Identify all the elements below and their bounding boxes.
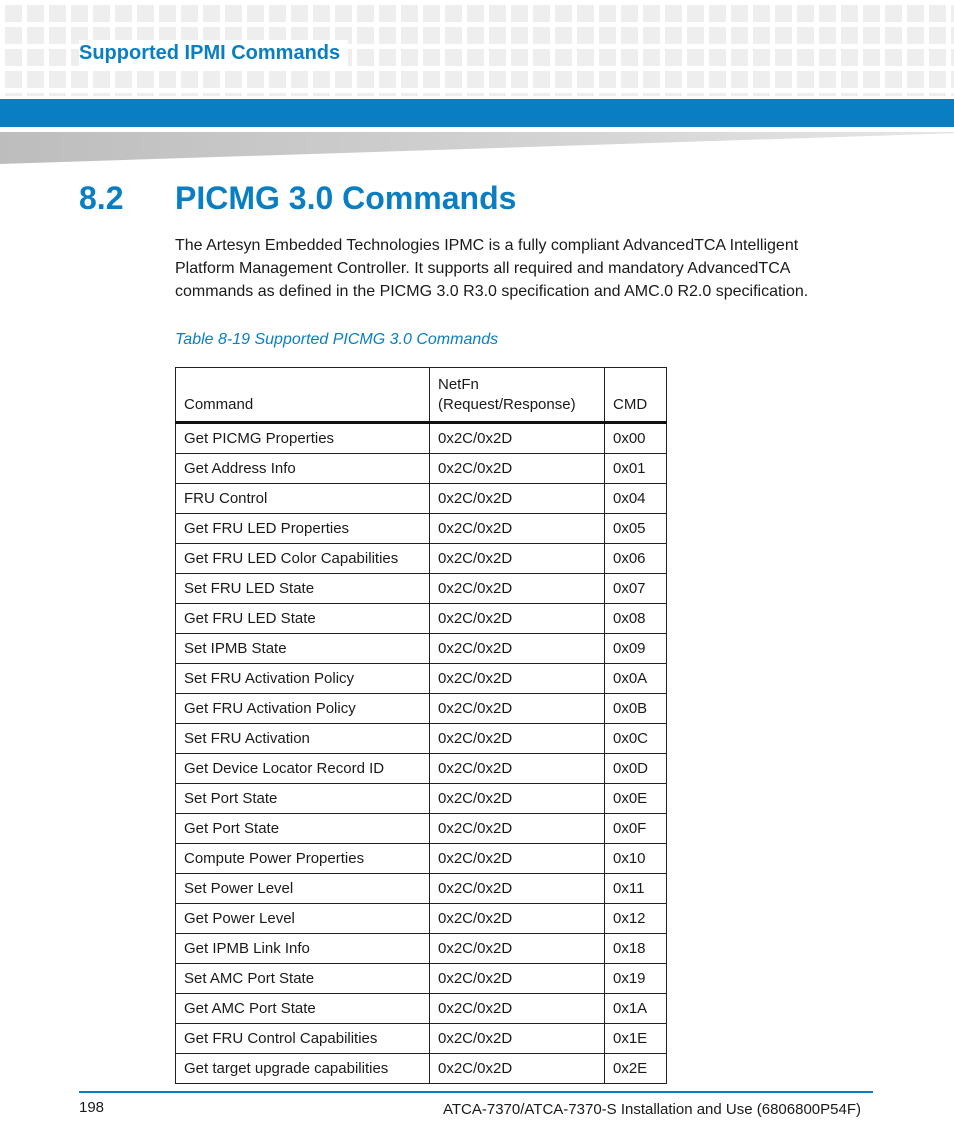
cell-command: Get FRU Activation Policy — [176, 694, 430, 724]
cell-netfn: 0x2C/0x2D — [430, 724, 605, 754]
section-title: PICMG 3.0 Commands — [175, 180, 517, 216]
running-header: Supported IPMI Commands — [79, 40, 348, 67]
table-row — [176, 724, 667, 754]
intro-paragraph: The Artesyn Embedded Technologies IPMC is a fully compliant AdvancedTCA Intelligent Platform Management Controller. It supports all required and mandatory AdvancedTCA commands as defined in the PICMG 3.0 R3.0 specification and AMC.0 R2.0 specification. — [175, 237, 809, 300]
cell-netfn: 0x2C/0x2D — [430, 754, 605, 784]
cell-command: Get Power Level — [176, 904, 430, 934]
cell-cmd: 0x1A — [605, 994, 667, 1024]
table-header-row — [176, 368, 667, 423]
cell-cmd: 0x00 — [605, 423, 667, 454]
cell-cmd: 0x09 — [605, 634, 667, 664]
page-number: 198 — [79, 1099, 105, 1116]
cell-netfn: 0x2C/0x2D — [430, 1024, 605, 1054]
cell-netfn: 0x2C/0x2D — [430, 574, 605, 604]
cell-command: Get IPMB Link Info — [176, 934, 430, 964]
cell-command: Get FRU LED Properties — [176, 514, 430, 544]
header-wedge — [0, 132, 954, 164]
footer-rule — [79, 1091, 873, 1093]
cell-command: FRU Control — [176, 484, 430, 514]
cell-netfn: 0x2C/0x2D — [430, 423, 605, 454]
cell-cmd: 0x08 — [605, 604, 667, 634]
cell-command: Compute Power Properties — [176, 844, 430, 874]
cell-netfn: 0x2C/0x2D — [430, 664, 605, 694]
cell-cmd: 0x04 — [605, 484, 667, 514]
cell-cmd: 0x01 — [605, 454, 667, 484]
table-row — [176, 634, 667, 664]
table-caption: Table 8-19 Supported PICMG 3.0 Commands — [175, 331, 499, 348]
cell-cmd: 0x0D — [605, 754, 667, 784]
cell-cmd: 0x18 — [605, 934, 667, 964]
table-row — [176, 484, 667, 514]
header-bar — [0, 99, 954, 127]
cell-command: Set FRU Activation — [176, 724, 430, 754]
cell-netfn: 0x2C/0x2D — [430, 904, 605, 934]
cell-command: Get Address Info — [176, 454, 430, 484]
cell-command: Set FRU Activation Policy — [176, 664, 430, 694]
cell-command: Set Port State — [176, 784, 430, 814]
document-title: ATCA-7370/ATCA-7370-S Installation and Use (6806800P54F) — [442, 1101, 861, 1118]
cell-cmd: 0x07 — [605, 574, 667, 604]
cell-netfn: 0x2C/0x2D — [430, 814, 605, 844]
cell-command: Get PICMG Properties — [176, 423, 430, 454]
header-netfn: NetFn (Request/Response) — [430, 368, 605, 423]
cell-netfn: 0x2C/0x2D — [430, 994, 605, 1024]
table-row — [176, 784, 667, 814]
cell-command: Set FRU LED State — [176, 574, 430, 604]
cell-cmd: 0x0E — [605, 784, 667, 814]
cell-netfn: 0x2C/0x2D — [430, 484, 605, 514]
cell-command: Get FRU LED Color Capabilities — [176, 544, 430, 574]
table-row — [176, 1024, 667, 1054]
cell-command: Set AMC Port State — [176, 964, 430, 994]
cell-netfn: 0x2C/0x2D — [430, 1054, 605, 1084]
cell-netfn: 0x2C/0x2D — [430, 844, 605, 874]
table-row — [176, 814, 667, 844]
section-heading — [79, 180, 516, 217]
table-row — [176, 454, 667, 484]
cell-netfn: 0x2C/0x2D — [430, 454, 605, 484]
table-row — [176, 874, 667, 904]
table-row — [176, 694, 667, 724]
cell-command: Get FRU Control Capabilities — [176, 1024, 430, 1054]
cell-cmd: 0x1E — [605, 1024, 667, 1054]
cell-cmd: 0x19 — [605, 964, 667, 994]
cell-command: Get AMC Port State — [176, 994, 430, 1024]
cell-cmd: 0x2E — [605, 1054, 667, 1084]
cell-netfn: 0x2C/0x2D — [430, 604, 605, 634]
cell-cmd: 0x11 — [605, 874, 667, 904]
cell-command: Get Port State — [176, 814, 430, 844]
cell-cmd: 0x10 — [605, 844, 667, 874]
table-row — [176, 754, 667, 784]
cell-netfn: 0x2C/0x2D — [430, 784, 605, 814]
table-row — [176, 664, 667, 694]
cell-netfn: 0x2C/0x2D — [430, 964, 605, 994]
table-row — [176, 994, 667, 1024]
cell-netfn: 0x2C/0x2D — [430, 634, 605, 664]
table-row — [176, 1054, 667, 1084]
table-row — [176, 514, 667, 544]
section-number: 8.2 — [79, 180, 124, 216]
cell-netfn: 0x2C/0x2D — [430, 544, 605, 574]
table-row — [176, 844, 667, 874]
cell-command: Get FRU LED State — [176, 604, 430, 634]
table-row — [176, 544, 667, 574]
cell-netfn: 0x2C/0x2D — [430, 514, 605, 544]
cell-cmd: 0x0A — [605, 664, 667, 694]
cell-command: Get target upgrade capabilities — [176, 1054, 430, 1084]
header-command: Command — [176, 368, 430, 423]
cell-command: Get Device Locator Record ID — [176, 754, 430, 784]
cell-cmd: 0x0B — [605, 694, 667, 724]
cell-cmd: 0x0C — [605, 724, 667, 754]
cell-netfn: 0x2C/0x2D — [430, 874, 605, 904]
header-cmd: CMD — [605, 368, 667, 423]
table-row — [176, 423, 667, 454]
cell-cmd: 0x12 — [605, 904, 667, 934]
commands-table — [175, 367, 667, 1084]
cell-command: Set Power Level — [176, 874, 430, 904]
cell-cmd: 0x0F — [605, 814, 667, 844]
cell-cmd: 0x05 — [605, 514, 667, 544]
table-row — [176, 934, 667, 964]
cell-netfn: 0x2C/0x2D — [430, 934, 605, 964]
table-row — [176, 964, 667, 994]
cell-netfn: 0x2C/0x2D — [430, 694, 605, 724]
cell-command: Set IPMB State — [176, 634, 430, 664]
table-row — [176, 574, 667, 604]
table-row — [176, 604, 667, 634]
cell-cmd: 0x06 — [605, 544, 667, 574]
table-row — [176, 904, 667, 934]
